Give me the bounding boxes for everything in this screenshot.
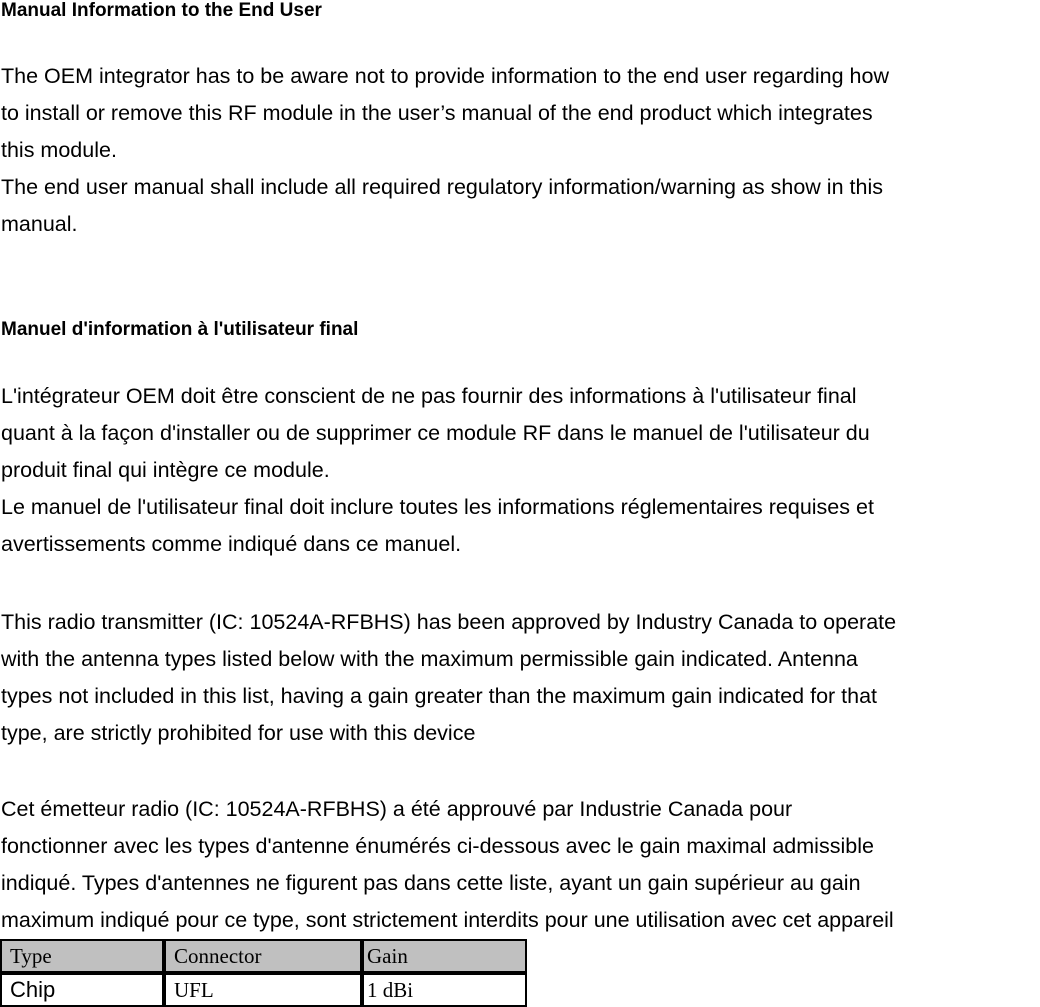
table-header-connector: Connector bbox=[164, 939, 362, 973]
antenna-table bbox=[0, 939, 527, 1007]
text-line: type, are strictly prohibited for use with this device bbox=[1, 721, 476, 745]
table-cell-connector: UFL bbox=[164, 973, 362, 1007]
text-line: Le manuel de l'utilisateur final doit inclure toutes les informations réglementaires requises et bbox=[1, 495, 874, 519]
table-cell-gain: 1 dBi bbox=[362, 973, 527, 1007]
table-cell-type bbox=[0, 973, 164, 1007]
table-header-row bbox=[0, 939, 527, 973]
text-line: to install or remove this RF module in the user’s manual of the end product which integrates bbox=[1, 101, 873, 125]
text-line: This radio transmitter (IC: 10524A-RFBHS) has been approved by Industry Canada to operate bbox=[1, 610, 897, 634]
text-line: L'intégrateur OEM doit être conscient de ne pas fournir des informations à l'utilisateur final bbox=[1, 384, 857, 408]
table-row bbox=[0, 973, 527, 1007]
heading-manual-information-fr: Manuel d'information à l'utilisateur final bbox=[1, 319, 359, 340]
text-line: quant à la façon d'installer ou de supprimer ce module RF dans le manuel de l'utilisateur du bbox=[1, 421, 870, 445]
text-line: The OEM integrator has to be aware not to provide information to the end user regarding how bbox=[1, 64, 889, 88]
text-line: this module. bbox=[1, 138, 117, 162]
text-line: with the antenna types listed below with the maximum permissible gain indicated. Antenna bbox=[1, 647, 858, 671]
paragraph-oem-integrator-fr bbox=[1, 378, 1040, 563]
table-header-gain: Gain bbox=[362, 939, 527, 973]
text-line: fonctionner avec les types d'antenne énumérés ci-dessous avec le gain maximal admissible bbox=[1, 834, 874, 858]
cell-type-value: Chip bbox=[10, 977, 56, 1002]
text-line: types not included in this list, having a gain greater than the maximum gain indicated for that bbox=[1, 684, 878, 708]
heading-manual-information-en: Manual Information to the End User bbox=[1, 0, 322, 21]
paragraph-ic-approval-fr bbox=[1, 791, 1040, 939]
text-line: maximum indiqué pour ce type, sont strictement interdits pour une utilisation avec cet appareil bbox=[1, 908, 894, 932]
table-header-type: Type bbox=[0, 939, 164, 973]
text-line: Cet émetteur radio (IC: 10524A-RFBHS) a été approuvé par Industrie Canada pour bbox=[1, 797, 793, 821]
paragraph-oem-integrator-en bbox=[1, 58, 1040, 243]
text-line: avertissements comme indiqué dans ce manuel. bbox=[1, 532, 462, 556]
paragraph-ic-approval-en bbox=[1, 604, 1040, 752]
text-line: The end user manual shall include all required regulatory information/warning as show in this bbox=[1, 175, 883, 199]
text-line: produit final qui intègre ce module. bbox=[1, 458, 330, 482]
text-line: manual. bbox=[1, 212, 78, 236]
text-line: indiqué. Types d'antennes ne figurent pas dans cette liste, ayant un gain supérieur au gain bbox=[1, 871, 861, 895]
